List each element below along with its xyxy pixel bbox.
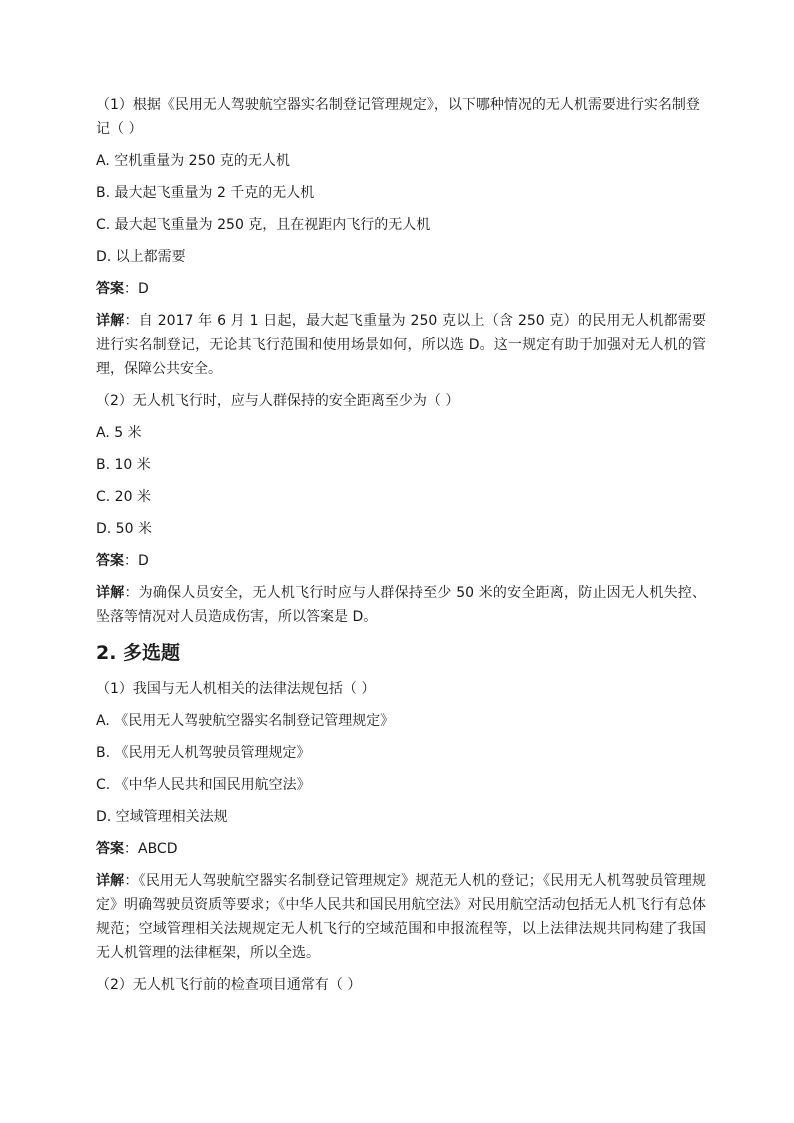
question-2-1-stem: （1）我国与无人机相关的法律法规包括（ ）	[96, 681, 376, 697]
question-2-2-stem: （2）无人机飞行前的检查项目通常有（ ）	[96, 977, 362, 993]
answer-line	[96, 549, 706, 573]
explanation-text: ：《民用无人驾驶航空器实名制登记管理规定》规范无人机的登记；《民用无人机驾驶员管理规定》明确驾驶员资质等要求；《中华人民共和国民用航空法》对民用航空活动包括无人机飞行有总体规范；空域管理相关法规规定无人机飞行的空域范围和申报流程等，以上法律法规共同构建了我国无人机管理的法律框架，所以全选。	[96, 873, 707, 961]
option-a: A. 5 米	[96, 425, 142, 441]
option-d: D. 50 米	[96, 521, 152, 537]
option-b: B. 10 米	[96, 457, 151, 473]
option-b: B. 《民用无人机驾驶员管理规定》	[96, 745, 311, 761]
option-d: D. 以上都需要	[96, 249, 186, 265]
section-heading-multiple-choice: 2. 多选题	[96, 642, 181, 664]
explanation-label: 详解	[96, 585, 125, 601]
option-b: B. 最大起飞重量为 2 千克的无人机	[96, 185, 315, 201]
answer-value: ：D	[124, 553, 149, 569]
option-d: D. 空域管理相关法规	[96, 809, 228, 825]
explanation-text: ：自 2017 年 6 月 1 日起，最大起飞重量为 250 克以上（含 250 克）的民用无人机都需要进行实名制登记，无论其飞行范围和使用场景如何，所以选 D。这一规定有助于加强对无人机的管理，保障公共安全。	[96, 313, 707, 377]
question-1-2-stem: （2）无人机飞行时，应与人群保持的安全距离至少为（ ）	[96, 393, 460, 409]
answer-line	[96, 277, 706, 301]
question-1-1-stem: （1）根据《民用无人驾驶航空器实名制登记管理规定》，以下哪种情况的无人机需要进行实名制登记（ ）	[96, 97, 700, 137]
option-c: C. 20 米	[96, 489, 151, 505]
answer-label: 答案	[96, 841, 124, 857]
option-a: A. 空机重量为 250 克的无人机	[96, 153, 290, 169]
answer-value: ：D	[124, 281, 149, 297]
option-c: C. 《中华人民共和国民用航空法》	[96, 777, 311, 793]
explanation	[96, 309, 706, 381]
explanation	[96, 581, 706, 629]
option-a: A. 《民用无人驾驶航空器实名制登记管理规定》	[96, 713, 395, 729]
explanation-text: ：为确保人员安全，无人机飞行时应与人群保持至少 50 米的安全距离，防止因无人机失控、坠落等情况对人员造成伤害，所以答案是 D。	[96, 585, 707, 625]
explanation-label: 详解	[96, 873, 125, 889]
answer-line	[96, 837, 706, 861]
explanation-label: 详解	[96, 313, 125, 329]
document-page	[96, 93, 706, 1005]
explanation	[96, 869, 706, 965]
answer-value: ：ABCD	[124, 841, 178, 857]
answer-label: 答案	[96, 553, 124, 569]
option-c: C. 最大起飞重量为 250 克，且在视距内飞行的无人机	[96, 217, 431, 233]
answer-label: 答案	[96, 281, 124, 297]
